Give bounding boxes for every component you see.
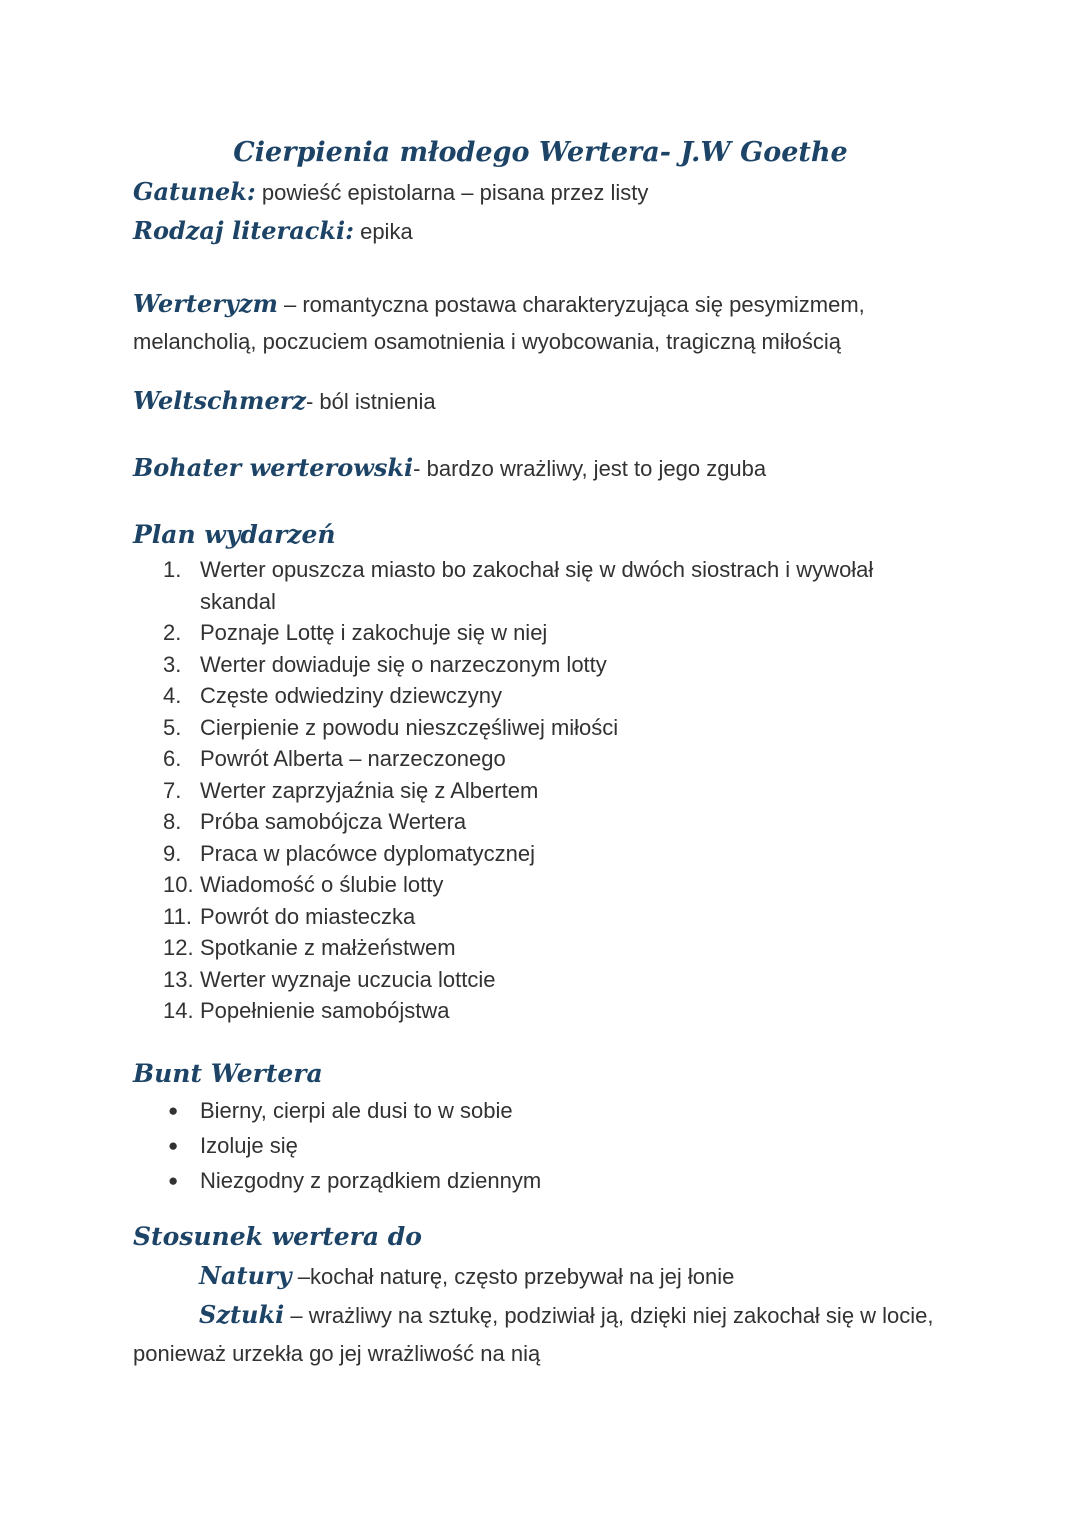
list-number: 6. xyxy=(163,746,182,771)
list-number: 7. xyxy=(163,777,182,803)
plan-wydarzen-list xyxy=(133,554,948,1027)
definition-werteryzm xyxy=(133,285,948,360)
bullet-icon: ● xyxy=(168,1170,179,1190)
definition-weltschmerz-text: - ból istnienia xyxy=(305,389,436,414)
spacer xyxy=(133,421,948,449)
bunt-item-text: Bierny, cierpi ale dusi to w sobie xyxy=(200,1097,513,1123)
plan-item-text: Częste odwiedziny dziewczyny xyxy=(200,683,503,708)
spacer xyxy=(133,251,948,285)
plan-item-text: Werter opuszcza miasto bo zakochał się w dwóch siostrach i wywołał skandal xyxy=(200,557,874,614)
stosunek-entry-sztuki xyxy=(133,1296,948,1373)
bunt-item xyxy=(163,1093,948,1128)
list-number: 12. xyxy=(163,935,194,960)
plan-item-text: Wiadomość o ślubie lotty xyxy=(200,872,444,897)
bunt-wertera-heading: Bunt Wertera xyxy=(133,1058,323,1088)
list-number: 1. xyxy=(163,557,182,582)
meta-rodzaj-literacki-text: epika xyxy=(353,219,413,244)
plan-item-text: Powrót Alberta – narzeczonego xyxy=(200,746,506,771)
plan-item-text: Powrót do miasteczka xyxy=(200,903,416,929)
list-number: 5. xyxy=(163,714,182,740)
plan-item xyxy=(163,712,948,744)
plan-item-text: Spotkanie z małżeństwem xyxy=(200,935,456,960)
bunt-item xyxy=(163,1128,948,1163)
plan-item-text: Werter dowiaduje się o narzeczonym lotty xyxy=(200,651,607,677)
bunt-item-text: Niezgodny z porządkiem dziennym xyxy=(200,1167,542,1193)
plan-item xyxy=(163,838,948,870)
spacer xyxy=(133,1198,948,1218)
plan-item xyxy=(163,995,948,1027)
spacer xyxy=(133,360,948,382)
section-plan-wydarzen xyxy=(133,516,948,1027)
plan-item-text: Poznaje Lottę i zakochuje się w niej xyxy=(200,620,548,645)
bunt-item xyxy=(163,1163,948,1198)
plan-item-text: Praca w placówce dyplomatycznej xyxy=(200,840,536,866)
term-werteryzm: Werteryzm xyxy=(133,289,278,318)
meta-line-gatunek xyxy=(133,173,948,212)
bunt-item-text: Izoluje się xyxy=(200,1132,298,1158)
meta-line-rodzaj-literacki xyxy=(133,212,948,251)
plan-item xyxy=(163,743,948,775)
term-rodzaj-literacki: Rodzaj literacki: xyxy=(133,216,354,245)
spacer xyxy=(133,1027,948,1055)
plan-item xyxy=(163,806,948,838)
document-title: Cierpienia młodego Wertera- J.W Goethe xyxy=(233,137,848,168)
definition-werteryzm-text: – romantyczna postawa charakteryzująca się pesymizmem, melancholią, poczuciem osamotnienia i wyobcowania, tragiczną miłością xyxy=(133,292,865,354)
list-number: 3. xyxy=(163,651,182,677)
stosunek-sztuki-text: – wrażliwy na sztukę, podziwiał ją, dzięki niej zakochał się w locie, ponieważ urzekła go jej wrażliwość na nią xyxy=(133,1302,934,1366)
spacer xyxy=(133,488,948,516)
bunt-wertera-list xyxy=(133,1093,948,1198)
stosunek-natury-text: –kochał naturę, często przebywał na jej łonie xyxy=(291,1263,735,1289)
plan-item-text: Werter zaprzyjaźnia się z Albertem xyxy=(200,777,539,803)
plan-item xyxy=(163,901,948,933)
list-number: 14. xyxy=(163,998,194,1023)
plan-item xyxy=(163,964,948,996)
plan-item-text: Cierpienie z powodu nieszczęśliwej miłości xyxy=(200,714,619,740)
term-natury: Natury xyxy=(199,1260,292,1290)
definition-weltschmerz xyxy=(133,382,948,421)
plan-item xyxy=(163,775,948,807)
plan-item xyxy=(163,680,948,712)
definition-bohater-werterowski-text: - bardzo wrażliwy, jest to jego zguba xyxy=(413,456,767,481)
list-number: 13. xyxy=(163,966,194,992)
list-number: 10. xyxy=(163,872,194,897)
definition-bohater-werterowski xyxy=(133,449,948,488)
list-number: 11. xyxy=(163,903,192,929)
stosunek-entry-natury xyxy=(133,1256,948,1296)
term-weltschmerz: Weltschmerz xyxy=(133,386,306,415)
term-gatunek: Gatunek: xyxy=(133,177,256,206)
list-number: 9. xyxy=(163,840,182,866)
bullet-icon: ● xyxy=(168,1100,179,1120)
plan-item xyxy=(163,649,948,681)
section-stosunek-wertera xyxy=(133,1218,948,1373)
plan-item-text: Werter wyznaje uczucia lottcie xyxy=(200,966,496,992)
term-sztuki: Sztuki xyxy=(199,1299,285,1329)
section-bunt-wertera xyxy=(133,1055,948,1198)
term-bohater-werterowski: Bohater werterowski xyxy=(133,453,414,482)
plan-item-text: Próba samobójcza Wertera xyxy=(200,809,467,834)
bullet-icon: ● xyxy=(168,1135,179,1155)
list-number: 8. xyxy=(163,809,182,834)
stosunek-wertera-heading: Stosunek wertera do xyxy=(133,1221,422,1251)
plan-wydarzen-heading: Plan wydarzeń xyxy=(133,520,336,549)
plan-item xyxy=(163,617,948,649)
list-number: 2. xyxy=(163,620,182,645)
meta-gatunek-text: powieść epistolarna – pisana przez listy xyxy=(255,180,649,205)
plan-item xyxy=(163,869,948,901)
plan-item xyxy=(163,554,948,617)
plan-item xyxy=(163,932,948,964)
plan-item-text: Popełnienie samobójstwa xyxy=(200,998,450,1023)
list-number: 4. xyxy=(163,683,182,708)
